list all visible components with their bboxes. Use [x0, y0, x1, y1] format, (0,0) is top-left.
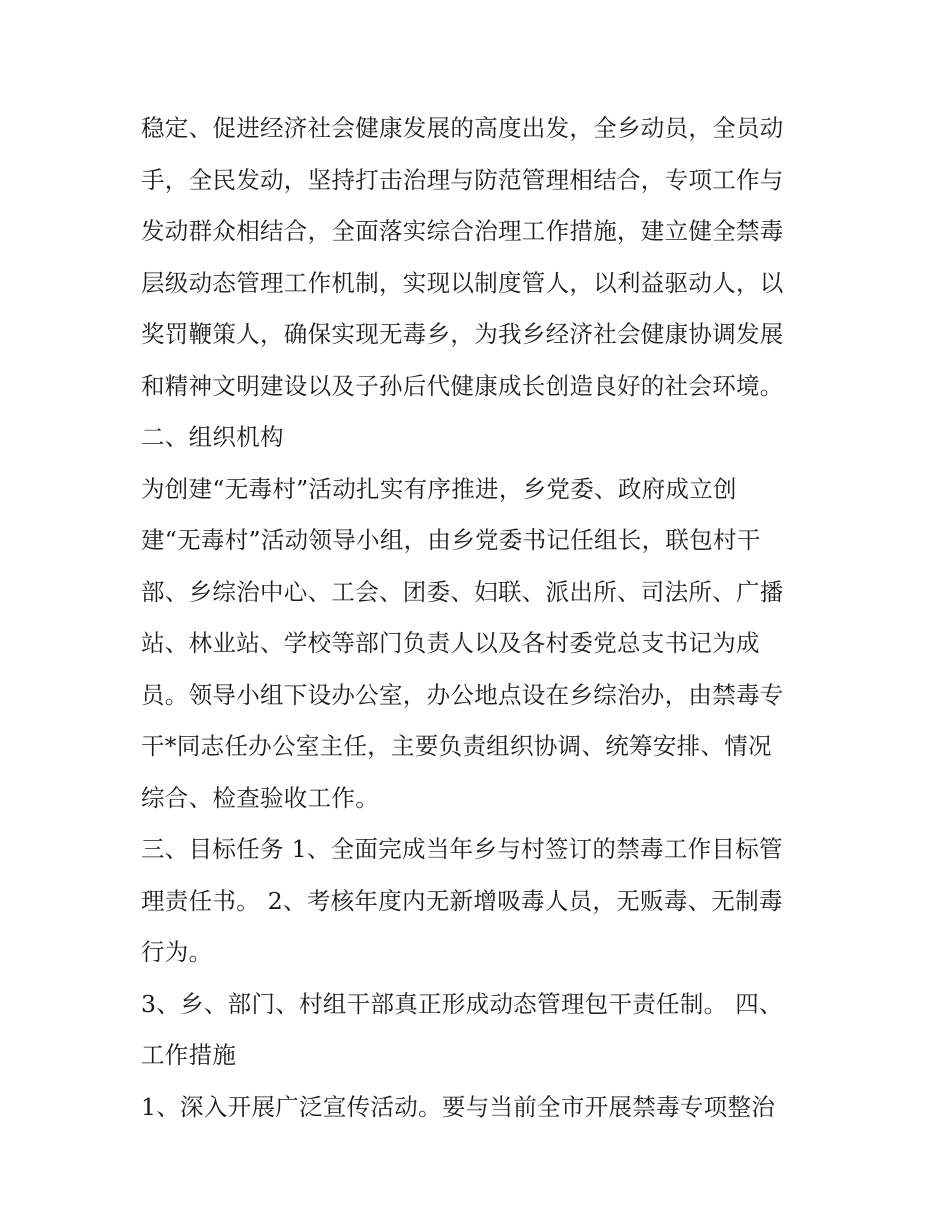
text-line: 综合、检查验收工作。 — [141, 783, 379, 812]
text-line: 建“无毒村”活动领导小组，由乡党委书记任组长，联包村干 — [141, 526, 761, 554]
text-line: 发动群众相结合，全面落实综合治理工作措施，建立健全禁毒 — [141, 217, 784, 245]
text-line: 理责任书。 2、考核年度内无新增吸毒人员，无贩毒、无制毒 — [141, 886, 783, 915]
section-heading: 二、组织机构 — [141, 423, 284, 451]
text-line: 1、深入开展广泛宣传活动。要与当前全市开展禁毒专项整治 — [141, 1092, 776, 1121]
text-line: 干*同志任办公室主任，主要负责组织协调、统筹安排、情况 — [141, 732, 772, 760]
text-line: 站、林业站、学校等部门负责人以及各村委党总支书记为成 — [141, 629, 760, 657]
text-line: 员。领导小组下设办公室，办公地点设在乡综治办，由禁毒专 — [141, 680, 784, 709]
section-heading: 三、目标任务 1、全面完成当年乡与村签订的禁毒工作目标管 — [141, 835, 783, 863]
text-line: 3、乡、部门、村组干部真正形成动态管理包干责任制。 四、 — [141, 989, 783, 1018]
text-line: 手，全民发动，坚持打击治理与防范管理相结合，专项工作与 — [141, 165, 784, 194]
text-line: 为创建“无毒村”活动扎实有序推进，乡党委、政府成立创 — [141, 474, 737, 503]
text-line: 和精神文明建设以及子孙后代健康成长创造良好的社会环境。 — [141, 371, 784, 400]
document-body — [141, 103, 821, 1133]
text-line: 行为。 — [141, 938, 213, 966]
text-line: 稳定、促进经济社会健康发展的高度出发，全乡动员，全员动 — [141, 114, 784, 142]
text-line: 层级动态管理工作机制，实现以制度管人，以利益驱动人，以 — [141, 268, 784, 297]
text-line: 奖罚鞭策人，确保实现无毒乡，为我乡经济社会健康协调发展 — [141, 320, 784, 348]
text-line: 部、乡综治中心、工会、团委、妇联、派出所、司法所、广播 — [141, 577, 784, 606]
section-heading: 工作措施 — [141, 1041, 237, 1069]
